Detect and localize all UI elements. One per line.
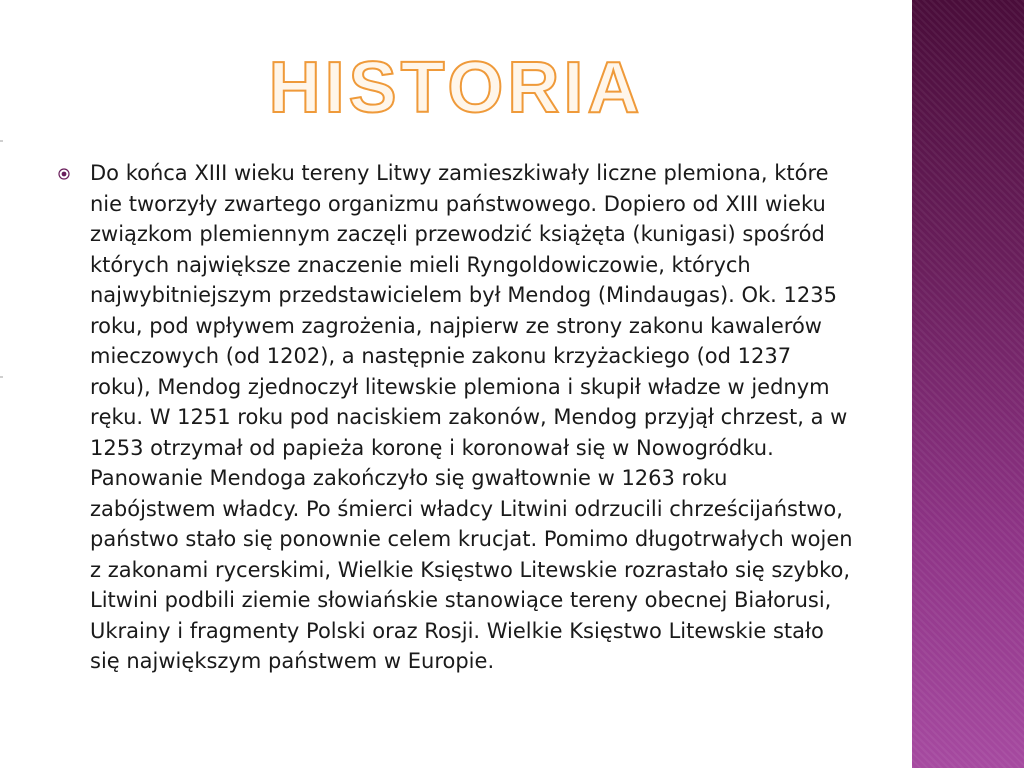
slide-title: HISTORIA (268, 48, 644, 128)
circle-bullet-icon (58, 168, 70, 180)
content-body (58, 158, 858, 677)
decorative-side-band (912, 0, 1024, 768)
side-band-texture (912, 0, 1024, 768)
title-area (0, 48, 912, 128)
history-paragraph: Do końca XIII wieku tereny Litwy zamieszkiwały liczne plemiona, które nie tworzyły zwartego organizmu państwowego. Dopiero od XIII wieku związkom plemiennym zaczęli przewodzić książęta (kunigasi) spośród których największe znaczenie mieli Ryngoldowiczowie, których najwybitniejszym przedstawicielem był Mendog (Mindaugas). Ok. 1235 roku, pod wpływem zagrożenia, najpierw ze strony zakonu kawalerów mieczowych (od 1202), a następnie zakonu krzyżackiego (od 1237 roku), Mendog zjednoczył litewskie plemiona i skupił władze w jednym ręku. W 1251 roku pod naciskiem zakonów, Mendog przyjął chrzest, a w 1253 otrzymał od papieża koronę i koronował się w Nowogródku. Panowanie Mendoga zakończyło się gwałtownie w 1263 roku zabójstwem władcy. Po śmierci władcy Litwini odrzucili chrześcijaństwo, państwo stało się ponownie celem krucjat. Pomimo długotrwałych wojen z zakonami rycerskimi, Wielkie Księstwo Litewskie rozrastało się szybko, Litwini podbili ziemie słowiańskie stanowiące tereny obecnej Białorusi, Ukrainy i fragmenty Polski oraz Rosji. Wielkie Księstwo Litewskie stało się największym państwem w Europie. (90, 161, 853, 673)
edge-mark (0, 140, 3, 142)
edge-mark (0, 376, 3, 378)
bullet-item (58, 158, 858, 677)
